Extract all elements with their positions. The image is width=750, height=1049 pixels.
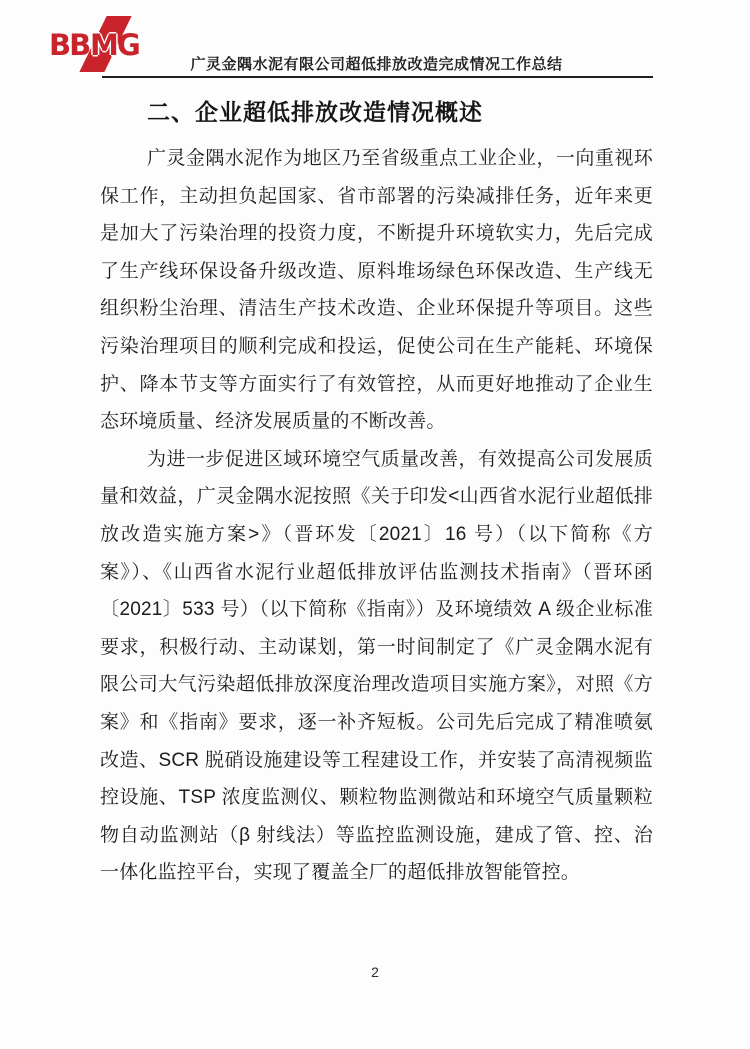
body-paragraph: 为进一步促进区域环境空气质量改善，有效提高公司发展质量和效益，广灵金隅水泥按照《关于印发<山西省水泥行业超低排放改造实施方案>》（晋环发〔2021〕16 号）（以下简称《方案》）、《山西省水泥行业超低排放评估监测技术指南》（晋环函〔2021〕533 号）（以下简称《指南》）及环境绩效 A 级企业标准要求，积极行动、主动谋划，第一时间制定了《广灵金隅水泥有限公司大气污染超低排放深度治理改造项目实施方案》，对照《方案》和《指南》要求，逐一补齐短板。公司先后完成了精准喷氨改造、SCR 脱硝设施建设等工程建设工作，并安装了高清视频监控设施、TSP 浓度监测仪、颗粒物监测微站和环境空气质量颗粒物自动监测站（β 射线法）等监控监测设施，建成了管、控、治一体化监控平台，实现了覆盖全厂的超低排放智能管控。 (100, 448, 653, 884)
page-number: 2 (371, 964, 379, 980)
logo-letter-m: M (90, 28, 119, 62)
body-paragraph: 广灵金隅水泥作为地区乃至省级重点工业企业，一向重视环保工作，主动担负起国家、省市部署的污染减排任务，近年来更是加大了污染治理的投资力度，不断提升环境软实力，先后完成了生产线环保设备升级改造、原料堆场绿色环保改造、生产线无组织粉尘治理、清洁生产技术改造、企业环保提升等项目。这些污染治理项目的顺利完成和投运，促使公司在生产能耗、环境保护、降本节支等方面实行了有效管控，从而更好地推动了企业生态环境质量、经济发展质量的不断改善。 (100, 148, 653, 433)
logo-letter-g: G (117, 28, 141, 62)
header-divider (102, 76, 653, 78)
section-heading: 二、企业超低排放改造情况概述 (147, 99, 483, 125)
document-content (100, 97, 653, 892)
paragraph-block (100, 140, 653, 892)
logo-letters-bb: BB (49, 28, 90, 62)
document-header-title: 广灵金隅水泥有限公司超低排放改造完成情况工作总结 (190, 56, 563, 73)
